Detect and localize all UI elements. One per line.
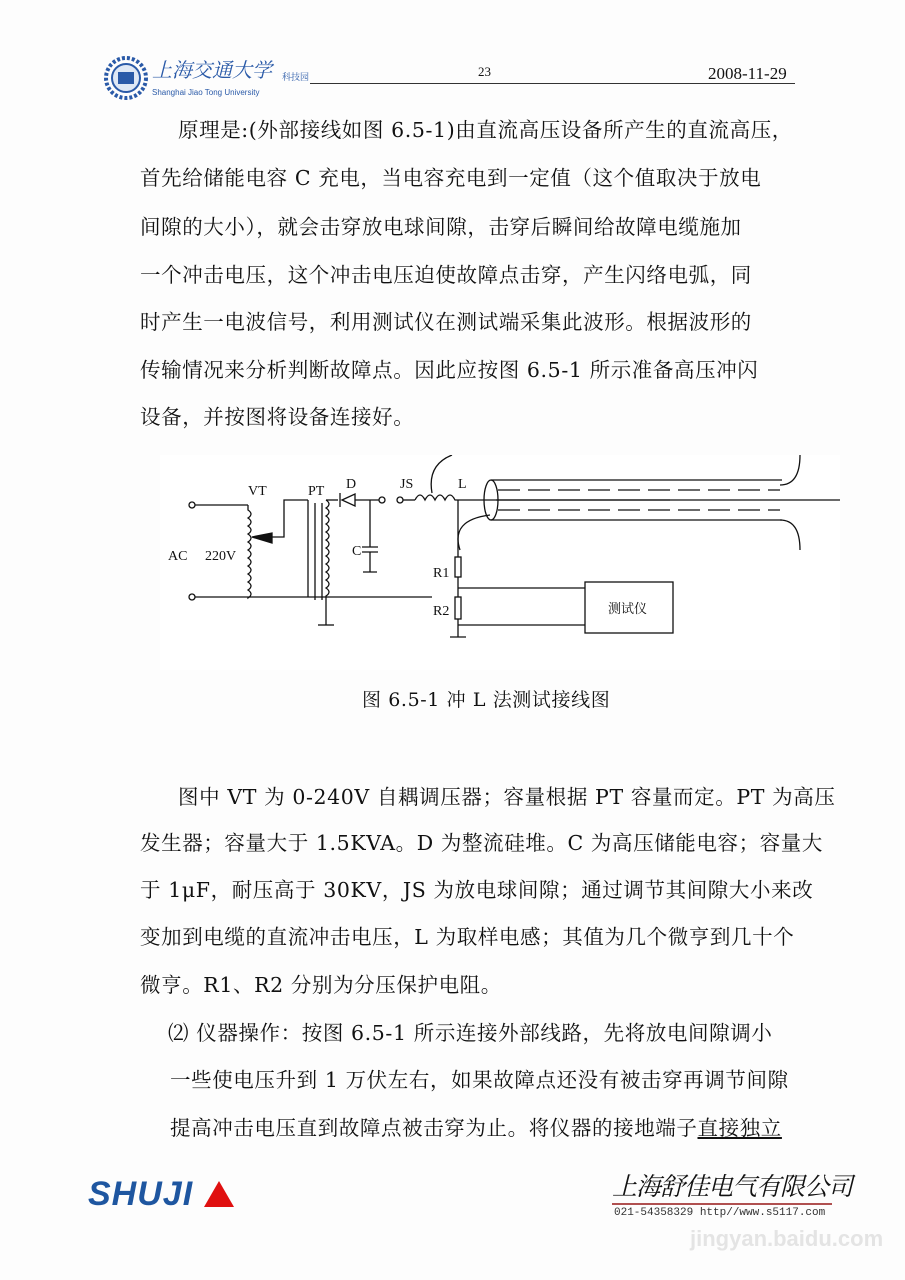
- text-line: 于 1μF，耐压高于 30KV，JS 为放电球间隙；通过调节其间隙大小来改: [140, 878, 814, 902]
- label-l: L: [458, 477, 467, 492]
- text-line: 原理是:(外部接线如图 6.5-1)由直流高压设备所产生的直流高压，: [178, 118, 793, 142]
- text-line: 微亨。R1、R2 分别为分压保护电阻。: [140, 973, 502, 997]
- shuji-logo: [88, 1175, 234, 1213]
- text-underlined: 直接独立: [697, 1116, 782, 1140]
- text-line: ⑵ 仪器操作：按图 6.5-1 所示连接外部线路，先将放电间隙调小: [168, 1021, 773, 1045]
- js-ball-right: [397, 497, 403, 503]
- ac-terminal-bottom: [189, 594, 195, 600]
- text-plain: 提高冲击电压直到故障点被击穿为止。将仪器的接地端子: [170, 1116, 698, 1140]
- label-r1: R1: [433, 566, 450, 581]
- watermark: jingyan.baidu.com: [690, 1226, 884, 1251]
- text-line: 一些使电压升到 1 万伏左右，如果故障点还没有被击穿再调节间隙: [170, 1068, 789, 1092]
- label-ac: AC: [168, 549, 188, 564]
- sjtu-logo-icon: [104, 56, 148, 100]
- text-line: [170, 1116, 782, 1140]
- label-vt: VT: [248, 484, 267, 499]
- company-name: 上海舒佳电气有限公司: [612, 1172, 853, 1201]
- text-line: 传输情况来分析判断故障点。因此应按图 6.5-1 所示准备高压冲闪: [140, 358, 759, 382]
- ac-terminal-top: [189, 502, 195, 508]
- header-rule: [310, 83, 795, 84]
- label-c: C: [352, 544, 362, 559]
- label-js: JS: [400, 477, 414, 492]
- text-line: 变加到电缆的直流冲击电压，L 为取样电感；其值为几个微亨到几十个: [140, 925, 795, 949]
- company-contact: 021-54358329 http//www.s5117.com: [614, 1207, 826, 1219]
- page-number: 23: [478, 64, 491, 79]
- text-line: 首先给储能电容 C 充电，当电容充电到一定值（这个值取决于放电: [140, 166, 762, 190]
- label-r2: R2: [433, 604, 450, 619]
- figure-caption: 图 6.5-1 冲 L 法测试接线图: [362, 689, 611, 711]
- header-date: 2008-11-29: [708, 64, 787, 83]
- label-tester: 测试仪: [608, 601, 648, 616]
- logo-text-en: Shanghai Jiao Tong University: [152, 88, 260, 97]
- js-ball-left: [379, 497, 385, 503]
- text-line: 一个冲击电压，这个冲击电压迫使故障点击穿，产生闪络电弧，同: [140, 263, 752, 287]
- text-line: 设备，并按图将设备连接好。: [140, 405, 415, 429]
- label-pt: PT: [308, 484, 325, 499]
- text-line: 图中 VT 为 0-240V 自耦调压器；容量根据 PT 容量而定。PT 为高压: [178, 785, 836, 809]
- text-line: 间隙的大小），就会击穿放电球间隙，击穿后瞬间给故障电缆施加: [140, 215, 742, 239]
- triangle-logo-icon: [204, 1181, 234, 1207]
- brand-text: SHUJI: [88, 1175, 194, 1213]
- label-220v: 220V: [205, 549, 237, 564]
- text-line: 发生器；容量大于 1.5KVA。D 为整流硅堆。C 为高压储能电容；容量大: [140, 831, 824, 855]
- logo-suffix: 科技园: [282, 72, 310, 82]
- circuit-diagram: [160, 455, 840, 670]
- company-rule: [612, 1203, 832, 1205]
- text-line: 时产生一电波信号，利用测试仪在测试端采集此波形。根据波形的: [140, 310, 752, 334]
- label-d: D: [346, 477, 357, 492]
- logo-text-cn: 上海交通大学: [152, 58, 272, 82]
